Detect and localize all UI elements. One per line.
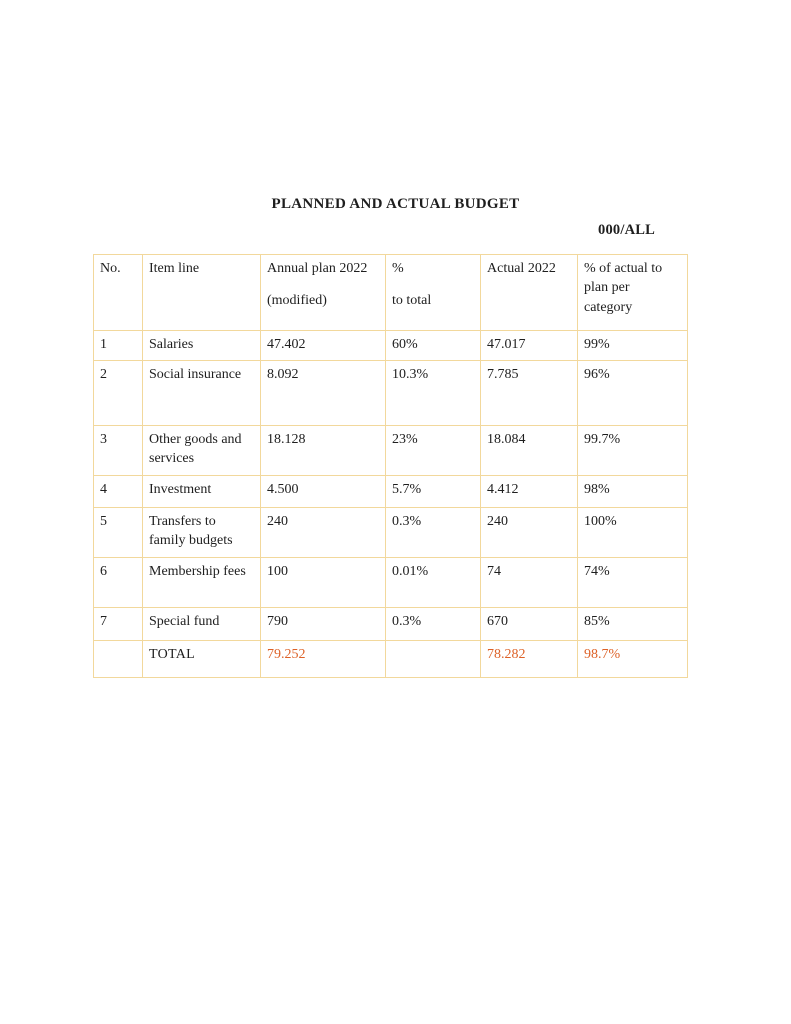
table-row [94, 426, 688, 476]
row-number: 5 [94, 508, 143, 558]
item-line-cell: Special fund [143, 608, 261, 641]
table-row [94, 508, 688, 558]
plan-cell: 100 [261, 558, 386, 608]
total-pct-cell [386, 641, 481, 678]
pct-actual-cell: 96% [578, 361, 688, 426]
item-line-cell: Investment [143, 476, 261, 508]
row-number: 4 [94, 476, 143, 508]
pct-cell: 60% [386, 331, 481, 361]
budget-table [93, 254, 688, 678]
pct-cell: 5.7% [386, 476, 481, 508]
plan-cell: 8.092 [261, 361, 386, 426]
col-header-no: No. [94, 255, 143, 331]
row-number [94, 641, 143, 678]
col-header-item: Item line [143, 255, 261, 331]
plan-cell: 240 [261, 508, 386, 558]
row-number: 6 [94, 558, 143, 608]
actual-cell: 240 [481, 508, 578, 558]
table-row [94, 331, 688, 361]
row-number: 2 [94, 361, 143, 426]
total-actual-cell: 78.282 [481, 641, 578, 678]
item-line-cell: Other goods and services [143, 426, 261, 476]
plan-cell: 47.402 [261, 331, 386, 361]
row-number: 1 [94, 331, 143, 361]
pct-actual-cell: 74% [578, 558, 688, 608]
plan-cell: 18.128 [261, 426, 386, 476]
header-line: to total [392, 293, 432, 309]
total-row [94, 641, 688, 678]
item-line-cell: Transfers to family budgets [143, 508, 261, 558]
actual-cell: 18.084 [481, 426, 578, 476]
pct-cell: 0.3% [386, 508, 481, 558]
table-row [94, 558, 688, 608]
actual-cell: 4.412 [481, 476, 578, 508]
pct-cell: 0.3% [386, 608, 481, 641]
pct-actual-cell: 99% [578, 331, 688, 361]
header-line: (modified) [267, 293, 327, 309]
table-row [94, 608, 688, 641]
row-number: 7 [94, 608, 143, 641]
header-line: Annual plan 2022 [267, 261, 368, 276]
row-number: 3 [94, 426, 143, 476]
pct-cell: 23% [386, 426, 481, 476]
plan-cell: 4.500 [261, 476, 386, 508]
table-row [94, 361, 688, 426]
unit-label: 000/ALL [598, 222, 655, 238]
col-header-pct [386, 255, 481, 331]
page-title: PLANNED AND ACTUAL BUDGET [271, 196, 520, 212]
actual-cell: 670 [481, 608, 578, 641]
table-header-row [94, 255, 688, 331]
col-header-pct-actual: % of actual to plan per category [578, 255, 688, 331]
total-plan-cell: 79.252 [261, 641, 386, 678]
item-line-cell: Membership fees [143, 558, 261, 608]
pct-cell: 0.01% [386, 558, 481, 608]
item-line-cell: Salaries [143, 331, 261, 361]
col-header-actual: Actual 2022 [481, 255, 578, 331]
item-line-cell: Social insurance [143, 361, 261, 426]
plan-cell: 790 [261, 608, 386, 641]
pct-actual-cell: 99.7% [578, 426, 688, 476]
total-pct-actual-cell: 98.7% [578, 641, 688, 678]
actual-cell: 47.017 [481, 331, 578, 361]
header-line: % [392, 261, 404, 276]
actual-cell: 74 [481, 558, 578, 608]
pct-actual-cell: 100% [578, 508, 688, 558]
actual-cell: 7.785 [481, 361, 578, 426]
pct-cell: 10.3% [386, 361, 481, 426]
col-header-plan [261, 255, 386, 331]
pct-actual-cell: 98% [578, 476, 688, 508]
table-row [94, 476, 688, 508]
total-label: TOTAL [143, 641, 261, 678]
pct-actual-cell: 85% [578, 608, 688, 641]
